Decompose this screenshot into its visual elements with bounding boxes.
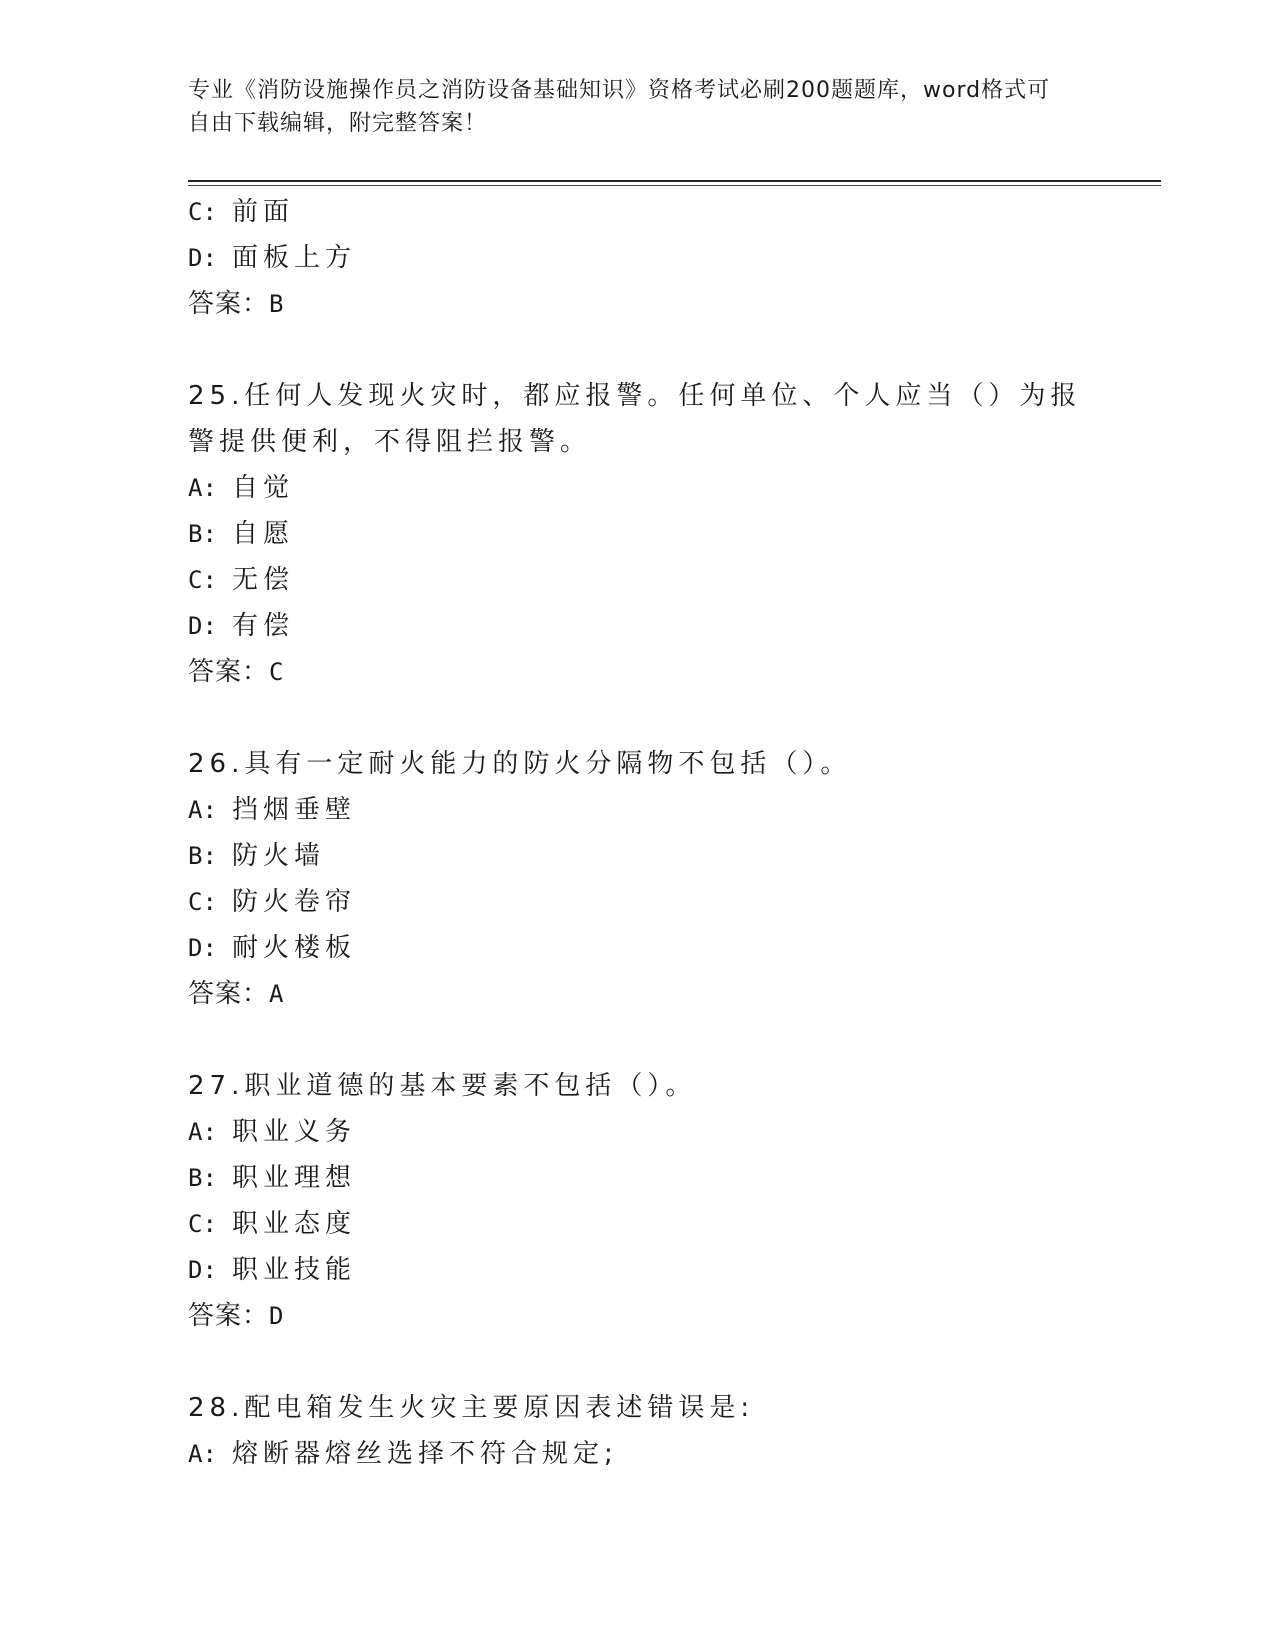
question-stem: 25.任何人发现火灾时，都应报警。任何单位、个人应当（）为报警提供便利，不得阻拦报警。 [188, 381, 1082, 457]
option-d: D: 耐火楼板 [188, 933, 357, 963]
option-a: A: 挡烟垂壁 [188, 795, 357, 825]
question-27 [188, 1063, 1088, 1339]
question-stem: 26.具有一定耐火能力的防火分隔物不包括（）。 [188, 749, 852, 779]
header-rule-thin [188, 185, 1161, 186]
answer-line: 答案：C [188, 657, 285, 687]
option-d: D: 职业技能 [188, 1255, 357, 1285]
question-stem: 28.配电箱发生火灾主要原因表述错误是: [188, 1393, 755, 1423]
option-a: A: 自觉 [188, 473, 295, 503]
option-c: C: 前面 [188, 197, 295, 227]
option-c: C: 防火卷帘 [188, 887, 357, 917]
option-d: D: 面板上方 [188, 243, 357, 273]
answer-line: 答案：B [188, 289, 285, 319]
answer-line: 答案：A [188, 979, 285, 1009]
question-28 [188, 1385, 1088, 1477]
question-partial [188, 189, 1088, 327]
header-rule-thick [188, 180, 1161, 182]
question-26 [188, 741, 1088, 1017]
question-25 [188, 373, 1088, 695]
option-c: C: 无偿 [188, 565, 295, 595]
option-a: A: 熔断器熔丝选择不符合规定; [188, 1439, 618, 1469]
option-b: B: 自愿 [188, 519, 295, 549]
option-b: B: 防火墙 [188, 841, 326, 871]
option-c: C: 职业态度 [188, 1209, 357, 1239]
document-header: 专业《消防设施操作员之消防设备基础知识》资格考试必刷200题题库，word格式可自由下载编辑，附完整答案！ [188, 78, 1051, 136]
question-list [188, 189, 1088, 1523]
answer-line: 答案：D [188, 1301, 285, 1331]
option-b: B: 职业理想 [188, 1163, 357, 1193]
option-d: D: 有偿 [188, 611, 295, 641]
question-stem: 27.职业道德的基本要素不包括（）。 [188, 1071, 697, 1101]
option-a: A: 职业义务 [188, 1117, 357, 1147]
